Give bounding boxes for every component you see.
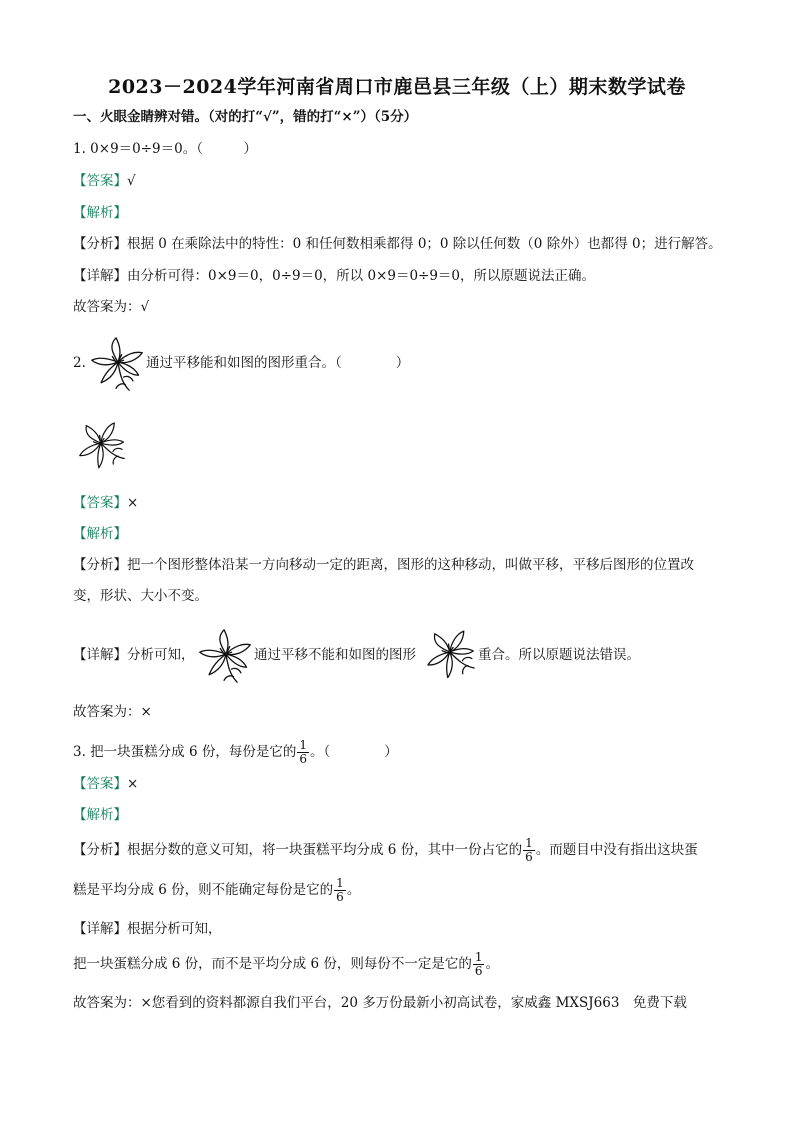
q2-conclusion: 故答案为：× (73, 704, 152, 720)
fraction-denominator: 6 (336, 890, 344, 904)
q1-xiangjie (73, 266, 595, 286)
fenxi-text: 根据分数的意义可知，将一块蛋糕平均分成 6 份，其中一份占它的 (127, 842, 523, 858)
section-heading: 一、火眼金睛辨对错。（对的打“√”，错的打“×”）（5分） (73, 109, 418, 125)
lily-flower-icon (196, 624, 254, 688)
q2-number: 2. (73, 355, 86, 371)
rotated-lily-flower-icon (74, 412, 128, 478)
fraction-denominator: 6 (299, 752, 307, 766)
answer-value: √ (127, 173, 136, 189)
q3-conclusion: 故答案为：×您看到的资料都源自我们平台，20 多万份最新小初高试卷，家威鑫 MXSJ663 免费下载 (73, 995, 687, 1011)
xiangjie-detail-tail: 。 (485, 956, 499, 972)
xiangjie-text: 由分析可得：0×9＝0，0÷9＝0，所以 0×9＝0÷9＝0，所以原题说法正确。 (127, 268, 596, 284)
q1-answer (73, 171, 136, 191)
answer-value: × (127, 776, 139, 792)
xiangjie-text: 根据分析可知， (127, 921, 222, 937)
q2-answer (73, 493, 138, 513)
q2-fenxi-line1 (73, 555, 694, 575)
q2-xiangjie (73, 645, 195, 665)
question-1: 1. 0×9＝0÷9＝0。（ ） (73, 141, 257, 157)
q2-xiangjie-middle: 通过平移不能和如图的图形 (254, 647, 416, 663)
xiangjie-detail-text: 把一块蛋糕分成 6 份，而不是平均分成 6 份，则每份不一定是它的 (73, 956, 472, 972)
xiangjie-label: 【详解】 (73, 268, 127, 284)
fenxi-text: 根据 0 在乘除法中的特性：0 和任何数相乘都得 0；0 除以任何数（0 除外）也都得 0；进行解答。 (127, 236, 722, 252)
q3-xiangjie (73, 919, 222, 939)
q3-xiangjie-detail (73, 946, 499, 982)
fenxi-label: 【分析】 (73, 842, 127, 858)
q2-xiangjie-end: 重合。所以原题说法错误。 (478, 647, 640, 663)
q3-analysis-label: 【解析】 (73, 807, 127, 823)
q1-conclusion: 故答案为：√ (73, 299, 150, 315)
fenxi-text: 糕是平均分成 6 份，则不能确定每份是它的 (73, 882, 334, 898)
fraction-denominator: 6 (474, 964, 483, 978)
xiangjie-text-a: 分析可知， (127, 647, 195, 663)
fenxi-text: 把一个图形整体沿某一方向移动一定的距离，图形的这种移动，叫做平移，平移后图形的位置改 (127, 557, 694, 573)
q3-fenxi-line2 (73, 872, 360, 908)
fenxi-text-tail: 。 (346, 882, 361, 898)
q1-fenxi (73, 234, 722, 254)
q3-fenxi-line1 (73, 832, 698, 868)
question-2: 通过平移能和如图的图形重合。（ ） (146, 355, 410, 371)
fraction-one-sixth (334, 877, 346, 904)
fraction-numerator: 1 (336, 876, 344, 890)
q2-analysis-label: 【解析】 (73, 526, 127, 542)
xiangjie-label: 【详解】 (73, 921, 127, 937)
answer-label: 【答案】 (73, 495, 127, 511)
answer-value: × (127, 495, 139, 511)
fenxi-label: 【分析】 (73, 236, 127, 252)
fraction-one-sixth (297, 739, 309, 766)
question-3 (73, 734, 398, 770)
fraction-one-sixth (523, 837, 535, 864)
answer-label: 【答案】 (73, 776, 127, 792)
q3-answer (73, 774, 138, 794)
question-3-text: 3. 把一块蛋糕分成 6 份，每份是它的 (73, 744, 297, 760)
question-3-tail: 。（ ） (309, 744, 398, 760)
page-title: 2023－2024学年河南省周口市鹿邑县三年级（上）期末数学试卷 (108, 76, 686, 98)
fenxi-label: 【分析】 (73, 557, 127, 573)
q1-analysis-label: 【解析】 (73, 205, 127, 221)
lily-flower-icon (88, 332, 146, 396)
answer-label: 【答案】 (73, 173, 127, 189)
rotated-lily-flower-icon (422, 620, 478, 688)
fraction-numerator: 1 (299, 738, 307, 752)
fraction-numerator: 1 (474, 950, 483, 964)
fraction-denominator: 6 (525, 850, 533, 864)
fraction-numerator: 1 (525, 836, 533, 850)
fraction-one-sixth (473, 951, 485, 978)
fenxi-text-tail: 。而题目中没有指出这块蛋 (535, 842, 698, 858)
q2-fenxi-line2: 变，形状、大小不变。 (73, 588, 208, 604)
xiangjie-label: 【详解】 (73, 647, 127, 663)
